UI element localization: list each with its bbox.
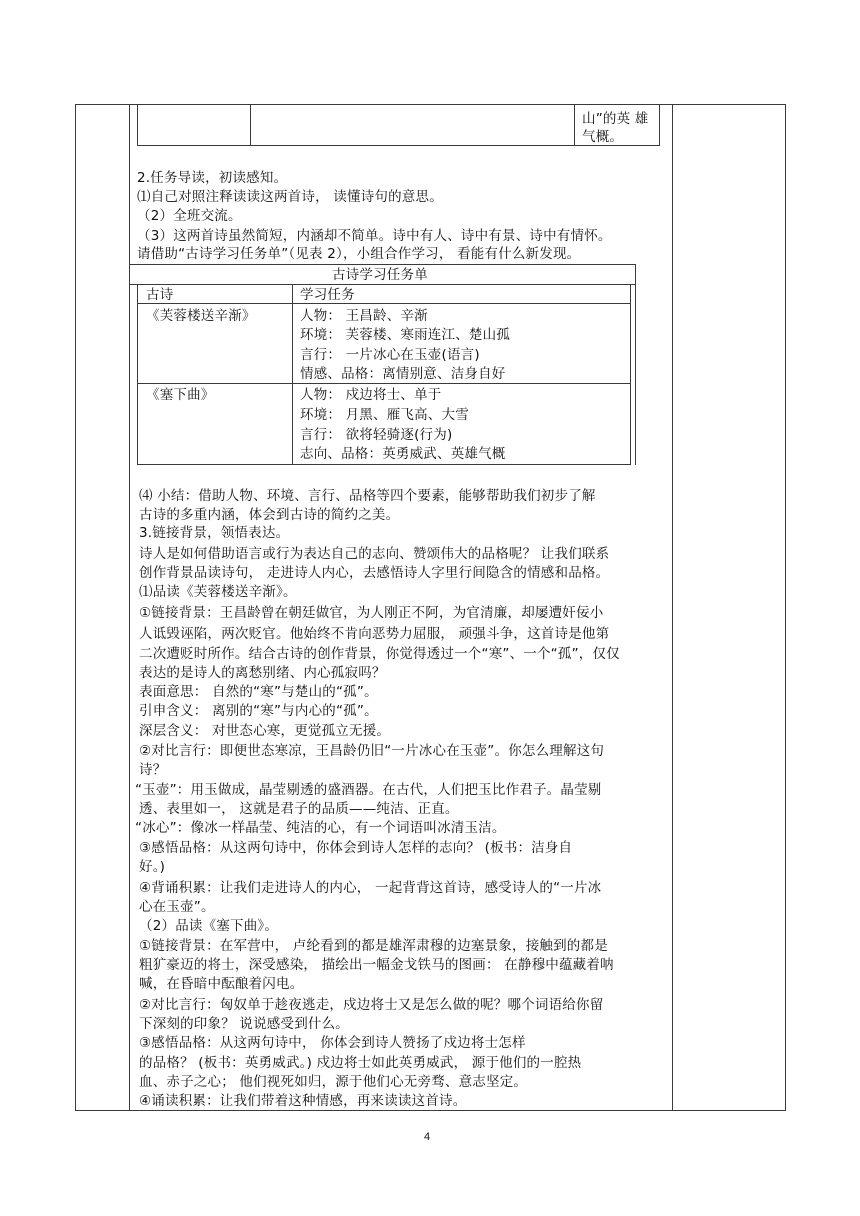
- outer-top-border: [75, 104, 786, 105]
- task-table-inner-left: [137, 284, 138, 465]
- body-line: 血、赤子之心； 他们视死如归，源于他们心无旁骛、意志坚定。: [139, 1074, 528, 1090]
- task-table-title-bottom: [129, 284, 636, 285]
- column-divider-right: [672, 104, 673, 1111]
- outer-bottom-border: [75, 1110, 786, 1111]
- task-table-header-poem: 古诗: [146, 287, 174, 303]
- body-line: ④背诵积累：让我们走进诗人的内心， 一起背背这首诗，感受诗人的“一片冰: [139, 880, 602, 896]
- body-line: “冰心”：像冰一样晶莹、纯洁的心，有一个词语叫冰清玉洁。: [135, 820, 506, 836]
- task-table-row2-task3: 言行： 欲将轻骑逐(行为): [300, 427, 453, 443]
- body-line: 心在玉壶”。: [139, 899, 215, 915]
- body-line: 3.链接背景，领悟表达。: [139, 525, 290, 541]
- outer-left-border: [75, 104, 76, 1111]
- task-table-header-bottom: [137, 303, 631, 304]
- section-item-3-line1: （3）这两首诗虽然简短，内涵却不简单。诗中有人、诗中有景、诗中有情怀。: [137, 228, 612, 244]
- fragment-line-2: [250, 104, 251, 145]
- section-heading: 2.任务导读，初读感知。: [137, 170, 288, 186]
- task-table-row1-task4: 情感、品格：离情别意、洁身自好: [300, 366, 506, 382]
- body-line: ⑴品读《芙蓉楼送辛渐》。: [139, 584, 297, 600]
- body-line: ②对比言行：匈奴单于趁夜逃走，戍边将士又是怎么做的呢？哪个词语给你留: [139, 997, 604, 1013]
- body-line: 表达的是诗人的离愁别绪、内心孤寂吗？: [139, 665, 386, 681]
- body-line: ③感悟品格：从这两句诗中， 你体会到诗人赞扬了戍边将士怎样: [139, 1035, 526, 1051]
- task-table-header-task: 学习任务: [300, 287, 355, 303]
- fragment-line-4: [659, 104, 660, 145]
- section-item-2: （2）全班交流。: [137, 208, 242, 224]
- body-line: 古诗的多重内涵，体会到古诗的简约之美。: [139, 507, 400, 523]
- task-table-row1-poem: 《芙蓉楼送辛渐》: [146, 308, 256, 324]
- body-line: ①链接背景：王昌龄曾在朝廷做官，为人刚正不阿，为官清廉，却屡遭奸佞小: [139, 605, 604, 621]
- task-table-row1-task1: 人物： 王昌龄、辛渐: [300, 308, 428, 324]
- fragment-text-line1: 山”的英 雄: [582, 111, 649, 127]
- task-table-title: 古诗学习任务单: [332, 267, 428, 283]
- task-table-row2-task1: 人物： 戍边将士、单于: [300, 387, 442, 403]
- section-item-1: ⑴自己对照注释读读这两首诗， 读懂诗句的意思。: [137, 189, 443, 205]
- body-line: ④诵读积累：让我们带着这种情感，再来读读这首诗。: [139, 1093, 467, 1109]
- body-line: 好。): [139, 859, 166, 875]
- column-divider-left: [129, 104, 130, 1111]
- task-table-row2-task2: 环境： 月黑、雁飞高、大雪: [300, 407, 469, 423]
- body-line: 创作背景品读诗句， 走进诗人内心，去感悟诗人字里行间隐含的情感和品格。: [139, 565, 610, 581]
- task-table-row2-poem: 《塞下曲》: [146, 387, 215, 403]
- body-line: 深层含义： 对世态心寒，更觉孤立无援。: [139, 723, 391, 739]
- fragment-text-line2: 气概。: [582, 129, 624, 145]
- body-line: 下深刻的印象？ 说说感受到什么。: [139, 1016, 349, 1032]
- body-line: 引申含义： 离别的“寒”与内心的“孤”。: [139, 703, 378, 719]
- task-table-row1-task2: 环境： 芙蓉楼、寒雨连江、楚山孤: [300, 327, 510, 343]
- body-line: 喊，在昏暗中酝酿着闪电。: [139, 976, 304, 992]
- task-table-row1-task3: 言行： 一片冰心在玉壶(语言): [300, 347, 480, 363]
- body-line: ③感悟品格：从这两句诗中，你体会到诗人怎样的志向？ (板书：洁身自: [139, 840, 573, 856]
- body-line: 透、表里如一， 这就是君子的品质——纯洁、正直。: [139, 801, 459, 817]
- body-line: “玉壶”：用玉做成，晶莹剔透的盛酒器。在古代，人们把玉比作君子。晶莹剔: [135, 782, 602, 798]
- task-table-col-divider: [292, 284, 293, 465]
- body-line: 二次遭贬时所作。结合古诗的创作背景，你觉得透过一个“寒”、一个“孤”，仅仅: [139, 646, 620, 662]
- task-table-row2-bottom: [137, 464, 631, 465]
- body-line: 表面意思： 自然的“寒”与楚山的“孤”。: [139, 684, 378, 700]
- task-table-inner-right: [630, 284, 631, 465]
- task-table-right: [635, 264, 636, 465]
- page-number: 4: [424, 1131, 431, 1143]
- body-line: 的品格？ (板书：英勇威武。) 戍边将士如此英勇威武， 源于他们的一腔热: [139, 1055, 582, 1071]
- body-line: ⑷ 小结：借助人物、环境、言行、品格等四个要素，能够帮助我们初步了解: [139, 488, 596, 504]
- body-line: ②对比言行：即便世态寒凉，王昌龄仍旧“一片冰心在玉壶”。你怎么理解这句: [139, 743, 605, 759]
- body-line: 粗犷豪迈的将士，深受感染， 描绘出一幅金戈铁马的图画： 在静穆中蕴藏着呐: [139, 957, 614, 973]
- task-table-row1-bottom: [137, 383, 631, 384]
- section-item-3-line2: 请借助“古诗学习任务单”（见表 2），小组合作学习， 看能有什么新发现。: [137, 246, 581, 262]
- outer-right-border: [785, 104, 786, 1111]
- task-table-top: [129, 264, 636, 265]
- body-line: ①链接背景：在军营中， 卢纶看到的都是雄浑肃穆的边塞景象，接触到的都是: [139, 938, 608, 954]
- task-table-row2-task4: 志向、品格：英勇威武、英雄气概: [300, 446, 506, 462]
- fragment-line-3: [574, 104, 575, 145]
- body-line: 诗？: [139, 762, 167, 778]
- body-line: （2）品读《塞下曲》。: [139, 918, 279, 934]
- body-line: 诗人是如何借助语言或行为表达自己的志向、赞颂伟大的品格呢？ 让我们联系: [139, 546, 610, 562]
- body-line: 人诋毁诬陷，两次贬官。他始终不肯向恶势力屈服， 顽强斗争，这首诗是他第: [139, 626, 610, 642]
- fragment-line-1: [137, 104, 138, 145]
